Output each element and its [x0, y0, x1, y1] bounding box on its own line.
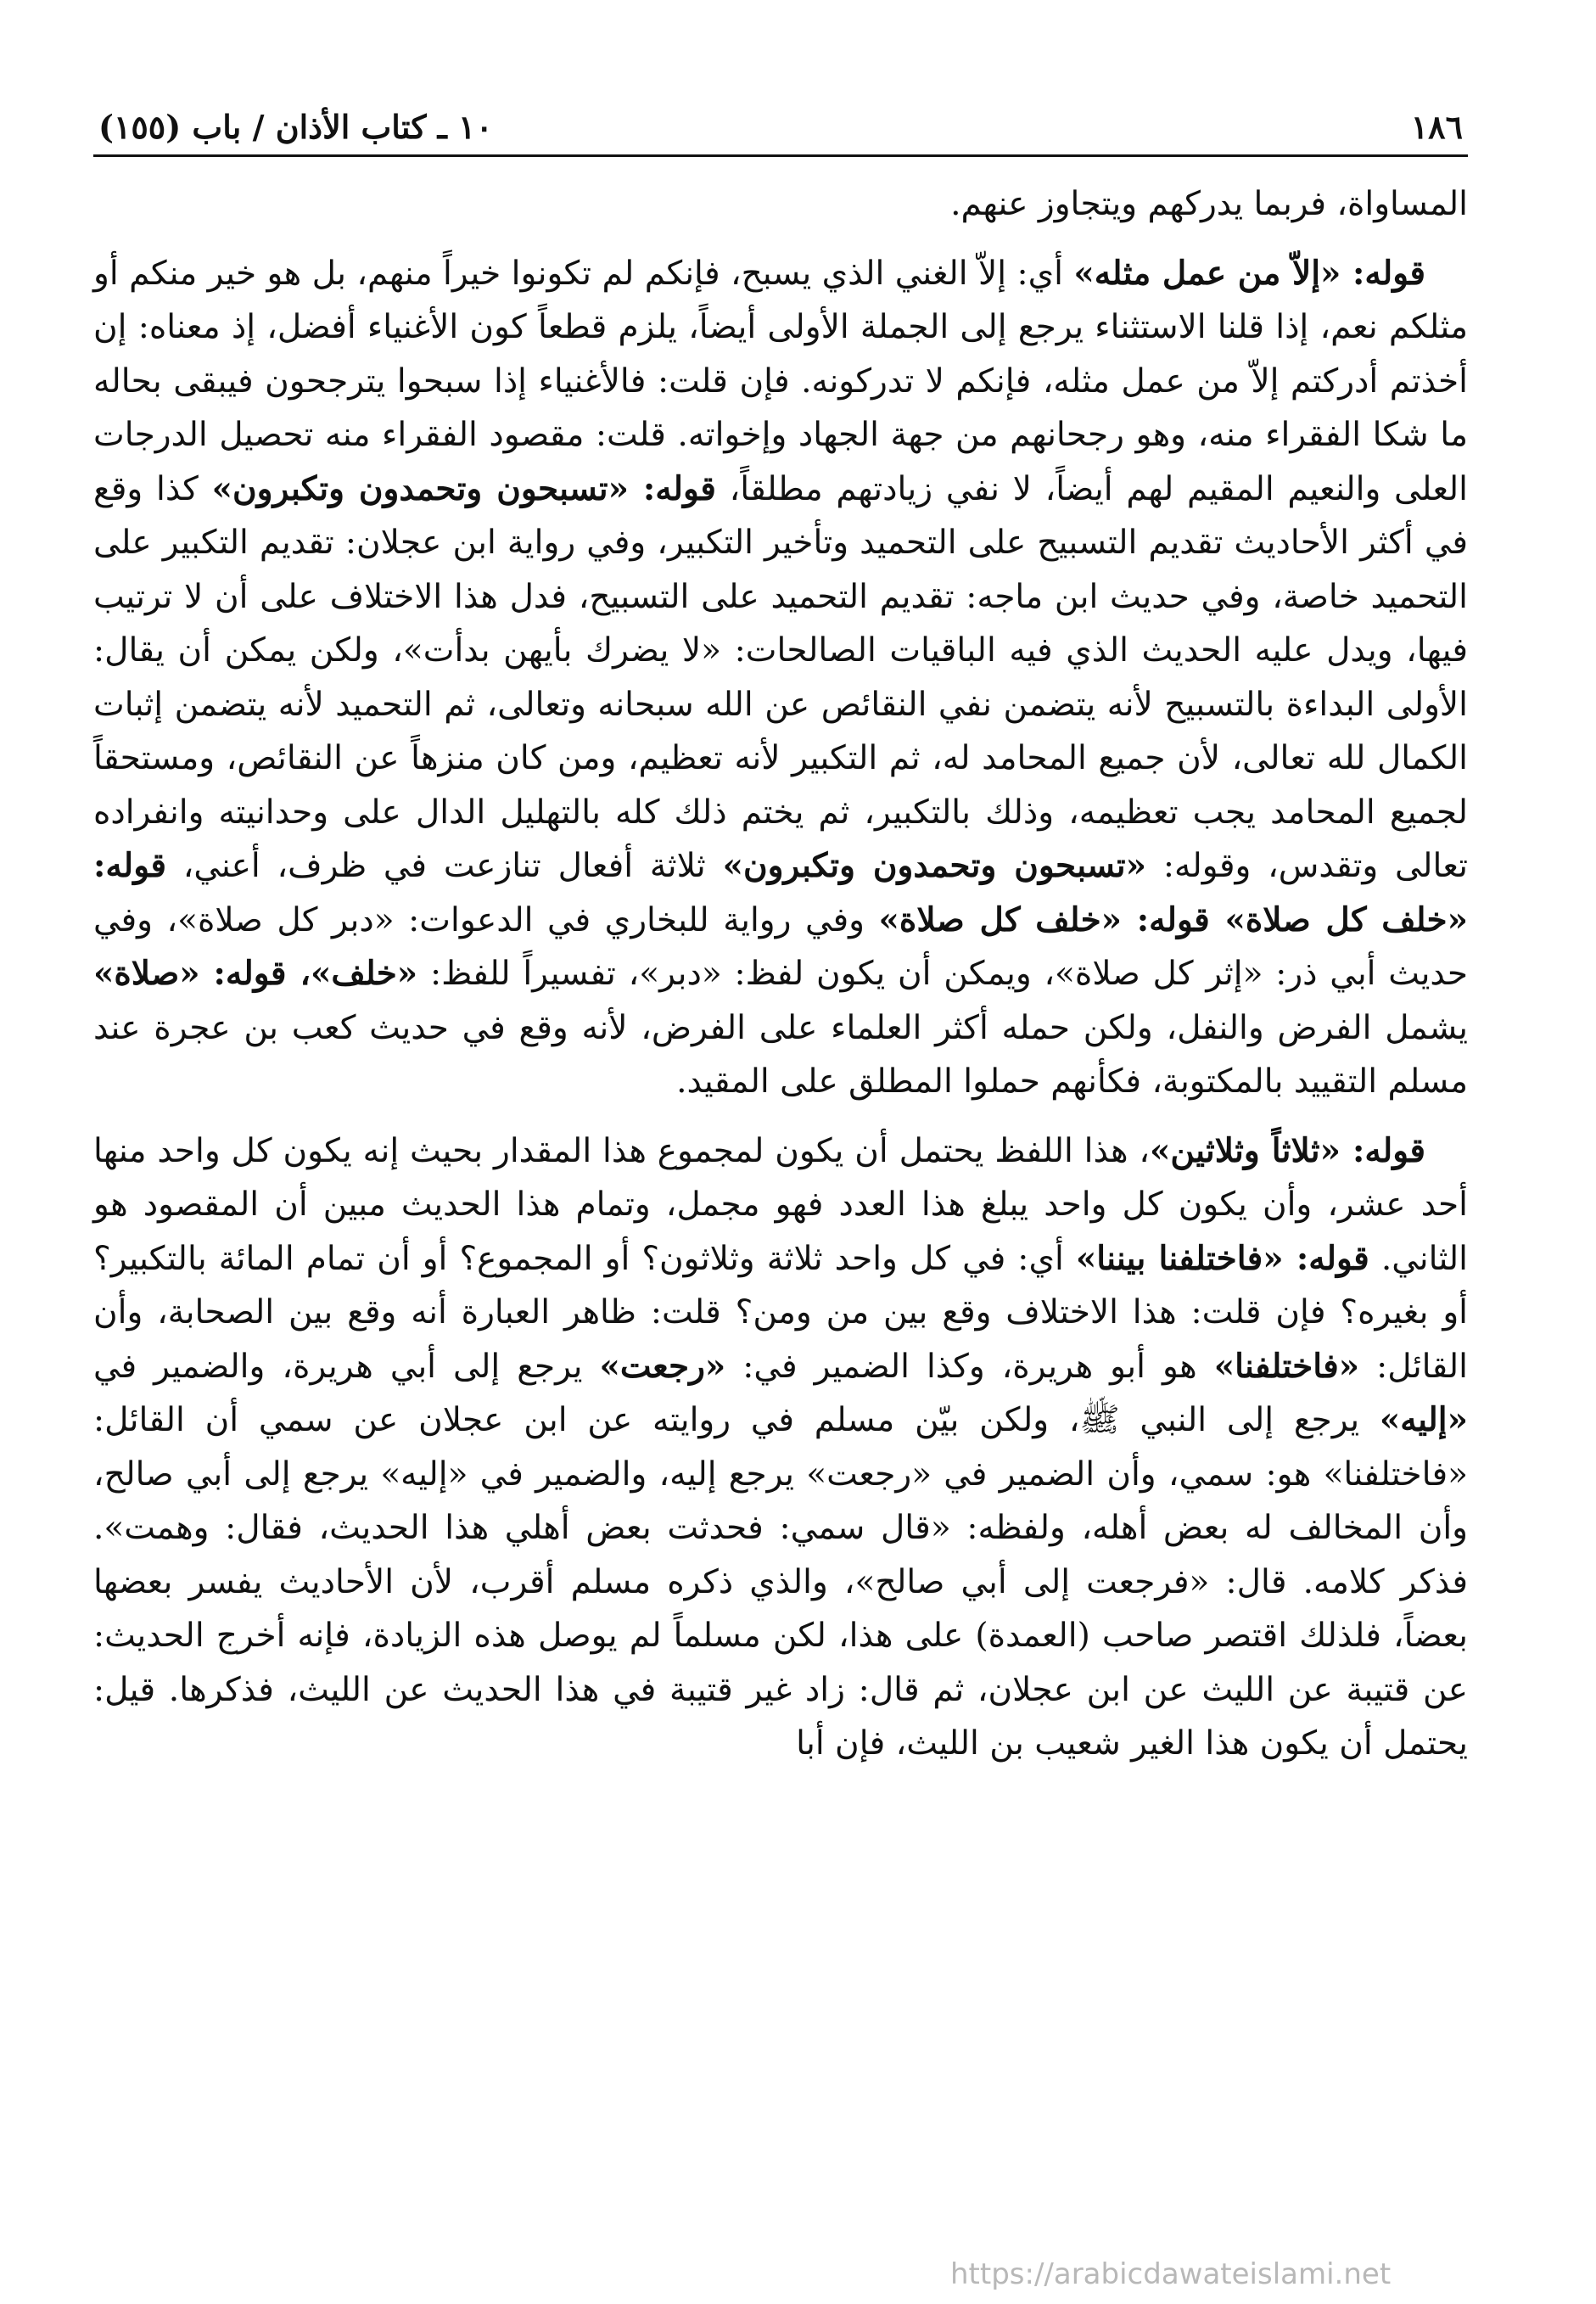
paragraph-thalathan [93, 1124, 1468, 1771]
paragraph-text: ، هذا اللفظ يحتمل أن يكون لمجموع هذا المقدار بحيث إنه يكون كل واحد منها أحد عشر، وأن يكون كل واحد يبلغ هذا العدد فهو مجمل، وتمام هذا الحديث مبين أن المقصود هو الثاني. [93, 1131, 1469, 1278]
quote-lead: «إليه» [1379, 1400, 1468, 1439]
paragraph-text: هو أبو هريرة، وكذا الضمير في: [725, 1347, 1214, 1386]
quote-lead: قوله: «إلاّ من عمل مثله» [1073, 253, 1425, 293]
page-number: ١٨٦ [1410, 108, 1463, 146]
paragraph-text: كذا وقع في أكثر الأحاديث تقديم التسبيح على التحميد وتأخير التكبير، وفي رواية ابن عجلان: تقديم التكبير على التحميد خاصة، وفي حديث ابن ماجه: تقديم التحميد على التسبيح، فدل هذا الاختلاف على أن لا ترتيب فيها، ويدل عليه الحديث الذي فيه الباقيات الصالحات: «لا يضرك بأيهن بدأت»، ولكن يمكن أن يقال: الأولى البداءة بالتسبيح لأنه يتضمن نفي النقائص عن الله سبحانه وتعالى، ثم التحميد لأنه يتضمن إثبات الكمال لله تعالى، لأن جميع المحامد له، ثم التكبير لأنه تعظيم، ومن كان منزهاً عن النقائص، ومستحقاً لجميع المحامد يجب تعظيمه، وذلك بالتكبير، ثم يختم ذلك كله بالتهليل الدال على وحدانيته وانفراده تعالى وتقدس، وقوله: [93, 469, 1468, 885]
running-title: ١٠ ـ كتاب الأذان / باب (١٥٥) [98, 108, 493, 146]
quote-lead: «تسبحون وتحمدون وتكبرون» [722, 846, 1147, 885]
paragraph-continuation [93, 177, 1468, 232]
quote-lead: قوله: «فاختلفنا بيننا» [1075, 1238, 1369, 1278]
paragraph-text: يرجع إلى النبي ﷺ، ولكن بيّن مسلم في روايته عن ابن عجلان عن سمي أن القائل: «فاختلفنا» هو: سمي، وأن الضمير في «رجعت» يرجع إليه، والضمير في «إليه» يرجع إلى أبي صالح، وأن المخالف له بعض أهله، ولفظه: «قال سمي: فحدثت بعض أهلي هذا الحديث، فقال: وهمت». فذكر كلامه. قال: «فرجعت إلى أبي صالح»، والذي ذكره مسلم أقرب، لأن الأحاديث يفسر بعضها بعضاً، فلذلك اقتصر صاحب (العمدة) على هذا، لكن مسلماً لم يوصل هذه الزيادة، فإنه أخرج الحديث: عن قتيبة عن الليث عن ابن عجلان، ثم قال: زاد غير قتيبة في هذا الحديث عن الليث، فذكرها. قيل: يحتمل أن يكون هذا الغير شعيب بن الليث، فإن أبا [93, 1401, 1468, 1763]
watermark-url: https://arabicdawateislami.net [950, 2257, 1392, 2291]
paragraph-text: المساواة، فربما يدركهم ويتجاوز عنهم. [950, 185, 1468, 223]
paragraph-text: أي: إلاّ الغني الذي يسبح، فإنكم لم تكونوا خيراً منهم، بل هو خير منكم أو مثلكم نعم، إذا قلنا الاستثناء يرجع إلى الجملة الأولى أيضاً، يلزم قطعاً كون الأغنياء أفضل، إذ معناه: إن أخذتم أدركتم إلاّ من عمل مثله، فإنكم لا تدركونه. فإن قلت: فالأغنياء إذا سبحوا يترجحون فيبقى بحاله ما شكا الفقراء منه، وهو رجحانهم من جهة الجهاد وإخواته. قلت: مقصود الفقراء منه تحصيل الدرجات العلى والنعيم المقيم لهم أيضاً، لا نفي زيادتهم مطلقاً، [93, 254, 1468, 508]
quote-lead: قوله: «خلف كل صلاة» قوله: «خلف كل صلاة» [93, 846, 1469, 939]
quote-lead: «رجعت» [599, 1346, 726, 1386]
book-page [93, 93, 1468, 2266]
paragraph-text: يشمل الفرض والنفل، ولكن حمله أكثر العلماء على الفرض، لأنه وقع في حديث كعب بن عجرة عند مسلم التقييد بالمكتوبة، فكأنهم حملوا المطلق على المقيد. [93, 1008, 1468, 1101]
paragraph-text: ثلاثة أفعال تنازعت في ظرف، أعني، [165, 847, 723, 885]
page-header [93, 93, 1468, 146]
quote-lead: قوله: «تسبحون وتحمدون وتكبرون» [211, 468, 716, 508]
paragraph-text: وفي رواية للبخاري في الدعوات: «دبر كل صلاة»، وفي حديث أبي ذر: «إثر كل صلاة»، ويمكن أن يكون لفظ: «دبر»، تفسيراً للفظ: [93, 900, 1469, 993]
page-body [93, 177, 1468, 1771]
paragraph-text: أي: في كل واحد ثلاثة وثلاثون؟ أو المجموع؟ أو أن تمام المائة بالتكبير؟ أو بغيره؟ فإن قلت: هذا الاختلاف وقع بين من ومن؟ قلت: ظاهر العبارة أنه وقع بين الصحابة، وأن القائل: [93, 1239, 1468, 1386]
paragraph-illa-man-amila [93, 247, 1468, 1109]
quote-lead: قوله: «ثلاثاً وثلاثين» [1150, 1130, 1425, 1170]
paragraph-text: يرجع إلى أبي هريرة، والضمير في [93, 1347, 600, 1386]
quote-lead: «خلف»، قوله: «صلاة» [93, 954, 418, 993]
header-rule [93, 154, 1468, 157]
quote-lead: «فاختلفنا» [1213, 1346, 1360, 1386]
